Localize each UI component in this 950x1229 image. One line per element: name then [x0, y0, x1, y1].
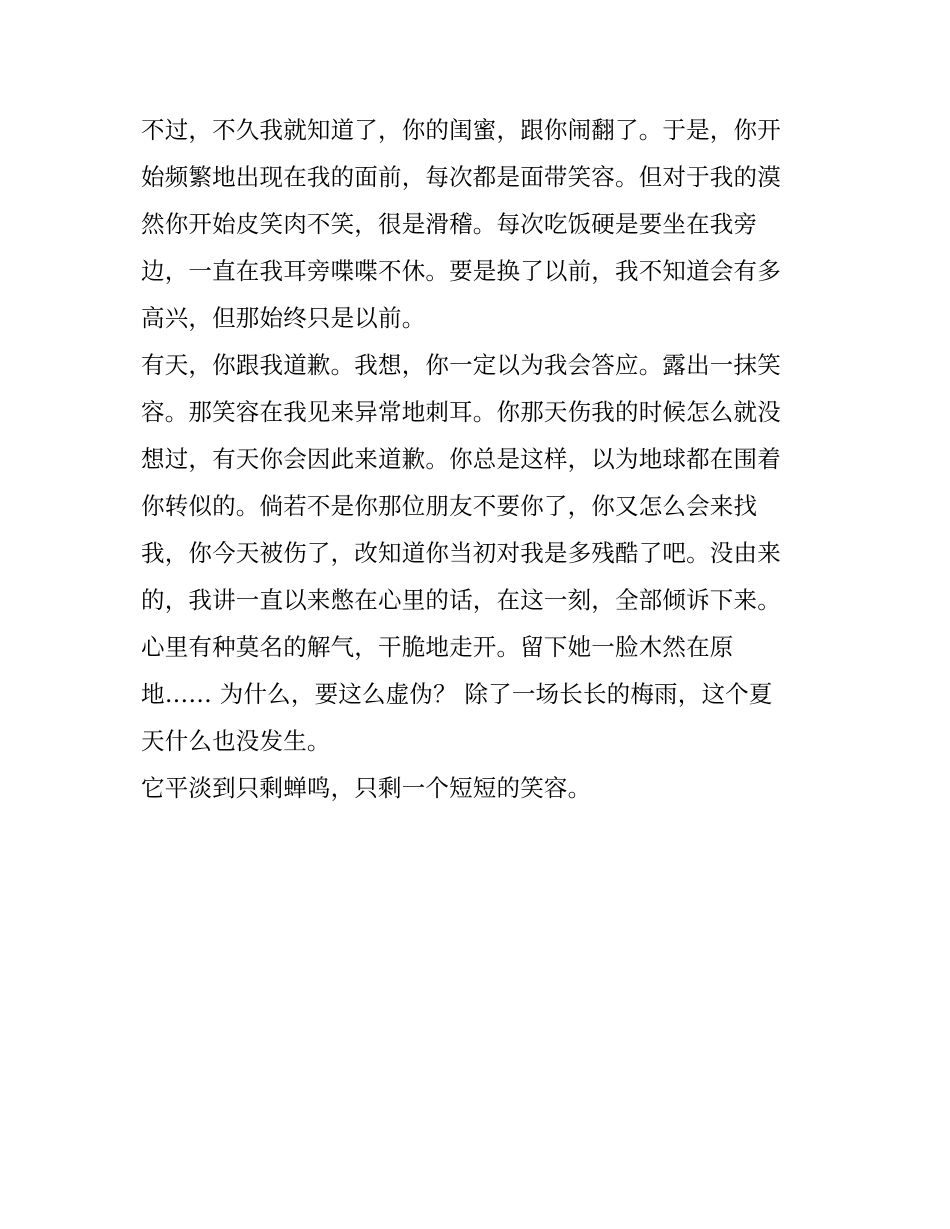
text-line: 的，我讲一直以来憋在心里的话，在这一刻，全部倾诉下来。: [141, 586, 781, 614]
text-line: 心里有种莫名的解气，干脆地走开。留下她一脸木然在原: [141, 633, 734, 661]
text-line: 想过，有天你会因此来道歉。你总是这样，以为地球都在围着: [141, 445, 781, 473]
text-line: 边，一直在我耳旁喋喋不休。要是换了以前，我不知道会有多: [141, 257, 781, 285]
text-line: 容。那笑容在我见来异常地刺耳。你那天伤我的时候怎么就没: [141, 398, 781, 426]
text-line: 地…… 为什么，要这么虚伪？ 除了一场长长的梅雨，这个夏: [141, 680, 773, 708]
text-line: 不过，不久我就知道了，你的闺蜜，跟你闹翻了。于是，你开: [141, 116, 781, 144]
text-line: 始频繁地出现在我的面前，每次都是面带笑容。但对于我的漠: [141, 163, 781, 191]
text-line: 有天，你跟我道歉。我想，你一定以为我会答应。露出一抹笑: [141, 351, 781, 379]
text-line: 然你开始皮笑肉不笑，很是滑稽。每次吃饭硬是要坐在我旁: [141, 210, 758, 238]
text-line: 天什么也没发生。: [141, 727, 331, 755]
text-line: 你转似的。倘若不是你那位朋友不要你了，你又怎么会来找: [141, 492, 758, 520]
text-line: 我，你今天被伤了，改知道你当初对我是多残酷了吧。没由来: [141, 539, 781, 567]
body-text: [141, 110, 831, 815]
text-line: 它平淡到只剩蝉鸣，只剩一个短短的笑容。: [141, 774, 592, 802]
text-line: 高兴，但那始终只是以前。: [141, 304, 426, 332]
